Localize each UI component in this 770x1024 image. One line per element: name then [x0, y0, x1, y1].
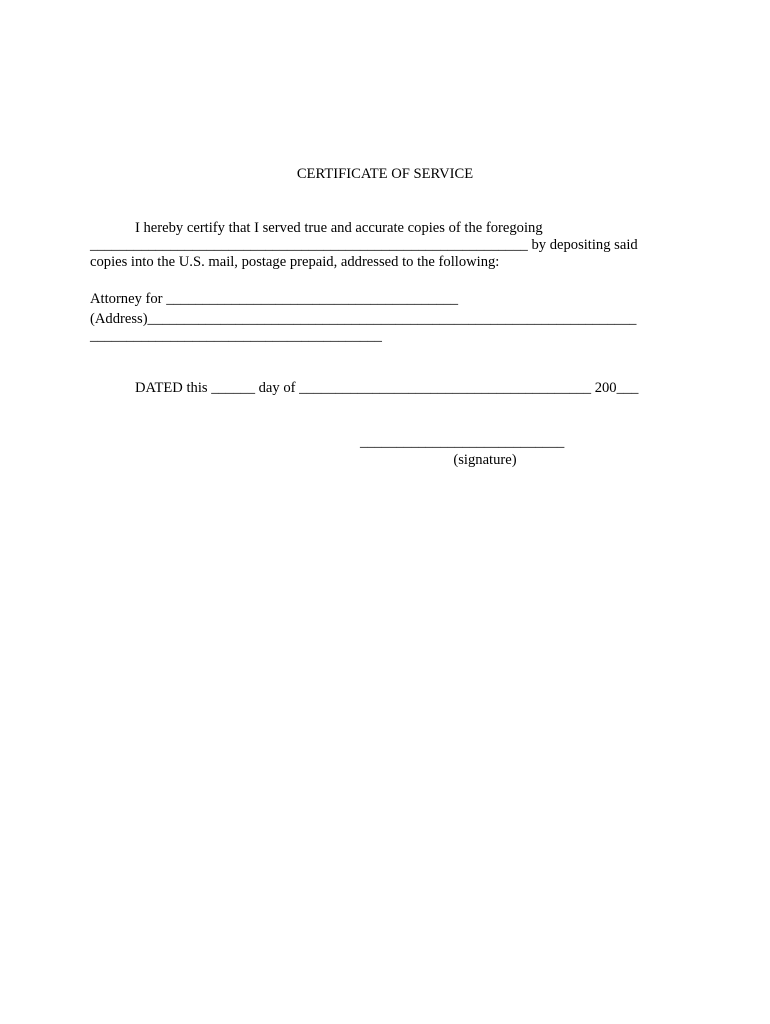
attorney-for-line: Attorney for ________________________________________	[90, 291, 459, 307]
signature-line: ____________________________	[360, 434, 565, 450]
signature-label: (signature)	[453, 452, 517, 468]
certification-text-line-3: copies into the U.S. mail, postage prepaid, addressed to the following:	[90, 254, 500, 270]
certification-text-line-1: I hereby certify that I served true and accurate copies of the foregoing	[135, 220, 543, 236]
dated-line: DATED this ______ day of ________________________________________ 200___	[135, 380, 639, 396]
address-continuation-line: ________________________________________	[90, 328, 382, 344]
address-line: (Address)___________________________________________________________________	[90, 311, 637, 327]
document-title: CERTIFICATE OF SERVICE	[296, 166, 474, 182]
document-blank-line: ____________________________________________________________ by depositing said	[90, 237, 638, 253]
